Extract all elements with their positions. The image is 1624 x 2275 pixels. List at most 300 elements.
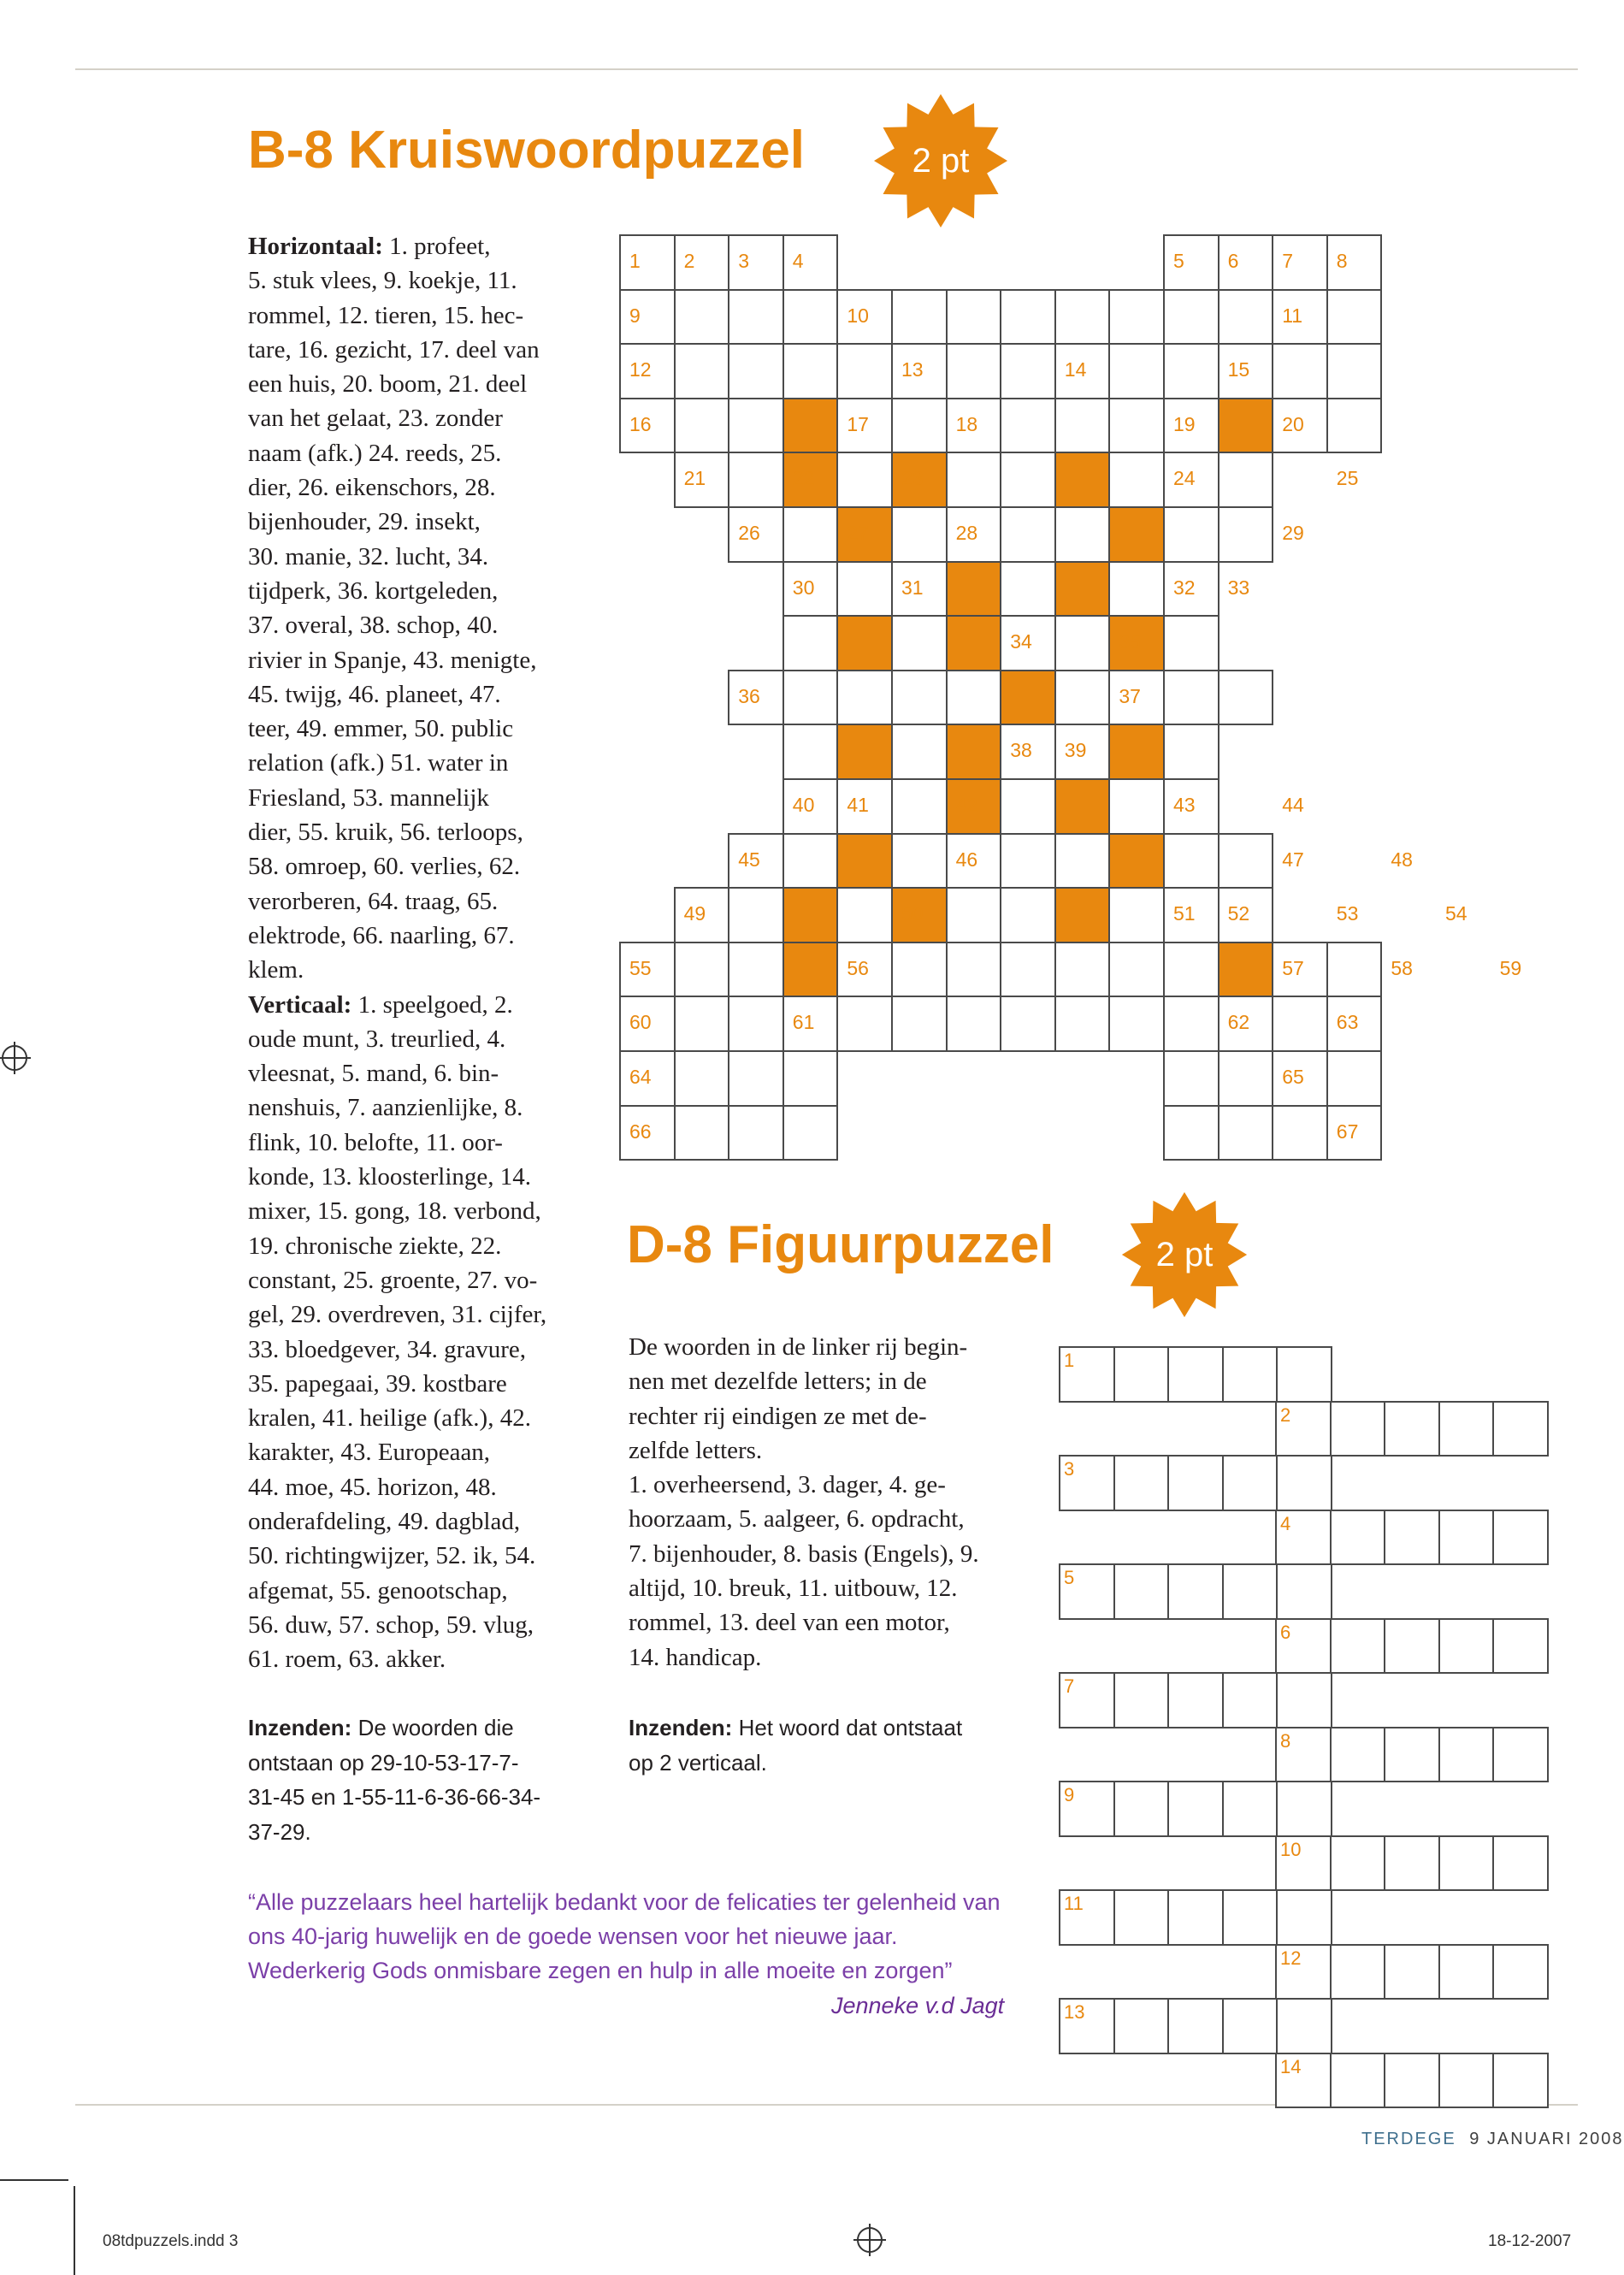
figure-cell[interactable] bbox=[1384, 1727, 1440, 1783]
crossword-black-cell bbox=[946, 561, 1002, 618]
crossword-cell[interactable] bbox=[1326, 343, 1383, 399]
crossword-cell[interactable] bbox=[1054, 670, 1111, 726]
text-line bbox=[248, 1642, 590, 1676]
crossword-cell[interactable] bbox=[782, 234, 839, 291]
crossword-cell[interactable] bbox=[1108, 452, 1165, 508]
text-line bbox=[629, 1468, 1022, 1502]
crossword-cell[interactable] bbox=[1000, 778, 1056, 835]
crossword-cell[interactable] bbox=[728, 1105, 784, 1161]
crossword-cell[interactable] bbox=[782, 670, 839, 726]
quote-signature: Jenneke v.d Jagt bbox=[831, 1993, 1005, 2018]
figure-cell[interactable] bbox=[1113, 1455, 1170, 1511]
crop-mark bbox=[0, 2179, 68, 2181]
line-text: tare, 16. gezicht, 17. deel van bbox=[248, 335, 540, 363]
figure-cell[interactable] bbox=[1059, 1889, 1115, 1946]
crossword-cell[interactable] bbox=[1272, 234, 1328, 291]
crossword-cell[interactable] bbox=[836, 452, 893, 508]
crossword-black-cell bbox=[1054, 887, 1111, 943]
line-text: 37-29. bbox=[248, 1818, 311, 1845]
text-line bbox=[248, 436, 590, 470]
line-text: hoorzaam, 5. aalgeer, 6. opdracht, bbox=[629, 1505, 965, 1533]
line-text: altijd, 10. breuk, 11. uitbouw, 12. bbox=[629, 1575, 958, 1603]
text-line bbox=[248, 1815, 590, 1850]
crossword-clue-number: 28 bbox=[955, 522, 978, 544]
crossword-cell[interactable] bbox=[1163, 833, 1219, 889]
crossword-clue-number: 41 bbox=[847, 794, 869, 816]
figure-cell[interactable] bbox=[1330, 1618, 1386, 1675]
figure-cell[interactable] bbox=[1384, 1618, 1440, 1675]
figure-cell[interactable] bbox=[1492, 1835, 1549, 1892]
text-line bbox=[248, 1780, 590, 1815]
figure-cell[interactable] bbox=[1113, 1781, 1170, 1837]
figure-cell[interactable] bbox=[1330, 1727, 1386, 1783]
crossword-cell[interactable] bbox=[782, 1050, 839, 1107]
crossword-cell[interactable] bbox=[782, 724, 839, 780]
crossword-clue-number: 52 bbox=[1227, 902, 1250, 925]
crossword-clue-number: 7 bbox=[1282, 250, 1293, 272]
figure-cell[interactable] bbox=[1275, 1944, 1332, 2000]
crossword-clue-number: 30 bbox=[792, 576, 815, 599]
figure-cell[interactable] bbox=[1384, 1401, 1440, 1457]
crossword-cell[interactable] bbox=[1218, 289, 1274, 346]
crossword-cell[interactable] bbox=[1218, 506, 1274, 563]
crossword-clue-number: 11 bbox=[1282, 304, 1303, 327]
crossword-clue-number: 38 bbox=[1010, 739, 1032, 762]
text-line bbox=[248, 1229, 590, 1263]
crossword-cell[interactable] bbox=[1163, 1050, 1219, 1107]
crossword-clue-number: 8 bbox=[1336, 250, 1348, 272]
figure-cell[interactable] bbox=[1059, 1781, 1115, 1837]
figure-cell[interactable] bbox=[1222, 1455, 1279, 1511]
figure-clue-number: 2 bbox=[1280, 1403, 1291, 1426]
crossword-cell[interactable] bbox=[1163, 996, 1219, 1052]
crossword-cell[interactable] bbox=[946, 887, 1002, 943]
crossword-cell[interactable] bbox=[1108, 289, 1165, 346]
figure-cell[interactable] bbox=[1276, 1889, 1332, 1946]
crossword-clue-number: 43 bbox=[1173, 794, 1196, 816]
crossword-cell[interactable] bbox=[1054, 833, 1111, 889]
line-text: 30. manie, 32. lucht, 34. bbox=[248, 542, 489, 570]
crossword-cell[interactable] bbox=[782, 615, 839, 671]
registration-mark-icon bbox=[2, 1045, 27, 1071]
crossword-cell[interactable] bbox=[728, 452, 784, 508]
crossword-cell[interactable] bbox=[946, 343, 1002, 399]
line-text: verorberen, 64. traag, 65. bbox=[248, 887, 499, 915]
text-line bbox=[248, 781, 590, 815]
crossword-clue-number: 4 bbox=[792, 250, 804, 272]
figure-cell[interactable] bbox=[1275, 1510, 1332, 1566]
figure-cell[interactable] bbox=[1059, 1672, 1115, 1728]
figure-cell[interactable] bbox=[1059, 1998, 1115, 2054]
crossword-clue-number: 48 bbox=[1391, 848, 1413, 871]
line-text: van het gelaat, 23. zonder bbox=[248, 405, 503, 433]
figure-cell[interactable] bbox=[1276, 1672, 1332, 1728]
figure-clues bbox=[629, 1330, 1022, 1675]
figure-cell[interactable] bbox=[1438, 1944, 1495, 2000]
line-text: 5. stuk vlees, 9. koekje, 11. bbox=[248, 267, 517, 295]
crossword-clue-number: 19 bbox=[1173, 412, 1196, 435]
line-text: constant, 25. groente, 27. vo- bbox=[248, 1266, 538, 1294]
figure-cell[interactable] bbox=[1438, 1510, 1495, 1566]
crossword-cell[interactable] bbox=[1163, 289, 1219, 346]
crossword-clue-number: 59 bbox=[1499, 956, 1522, 979]
line-text: 33. bloedgever, 34. gravure, bbox=[248, 1335, 526, 1363]
footer-print-date: 18-12-2007 bbox=[1488, 2232, 1572, 2250]
crossword-cell[interactable] bbox=[728, 996, 784, 1052]
figure-cell[interactable] bbox=[1438, 1727, 1495, 1783]
crossword-cell[interactable] bbox=[1163, 942, 1219, 998]
crossword-cell[interactable] bbox=[728, 1050, 784, 1107]
crossword-cell[interactable] bbox=[1000, 833, 1056, 889]
crossword-clue-number: 15 bbox=[1227, 358, 1250, 381]
crossword-cell[interactable] bbox=[946, 452, 1002, 508]
figure-cell[interactable] bbox=[1276, 1563, 1332, 1620]
crossword-cell[interactable] bbox=[1326, 398, 1383, 454]
crossword-clue-number: 40 bbox=[792, 794, 815, 816]
crossword-cell[interactable] bbox=[891, 398, 948, 454]
figure-cell[interactable] bbox=[1059, 1455, 1115, 1511]
line-text: 31-45 en 1-55-11-6-36-66-34- bbox=[248, 1784, 541, 1810]
line-text: dier, 26. eikenschors, 28. bbox=[248, 474, 496, 502]
text-line bbox=[629, 1746, 1022, 1781]
crossword-cell[interactable] bbox=[728, 343, 784, 399]
figure-points-badge bbox=[1120, 1191, 1249, 1319]
figure-cell[interactable] bbox=[1492, 1618, 1549, 1675]
crossword-cell[interactable] bbox=[1272, 996, 1328, 1052]
crossword-cell[interactable] bbox=[1108, 887, 1165, 943]
crossword-cell[interactable] bbox=[891, 670, 948, 726]
text-line bbox=[248, 1746, 590, 1781]
text-line bbox=[629, 1571, 1022, 1605]
crossword-black-cell bbox=[1000, 670, 1056, 726]
figure-cell[interactable] bbox=[1492, 1401, 1549, 1457]
crossword-black-cell bbox=[1054, 452, 1111, 508]
crossword-black-cell bbox=[946, 615, 1002, 671]
figure-cell[interactable] bbox=[1167, 1781, 1224, 1837]
figure-cell[interactable] bbox=[1113, 1563, 1170, 1620]
crossword-cell[interactable] bbox=[1163, 724, 1219, 780]
figure-clue-number: 1 bbox=[1064, 1350, 1075, 1371]
crossword-cell[interactable] bbox=[891, 289, 948, 346]
figure-cell[interactable] bbox=[1275, 1401, 1332, 1457]
figure-cell[interactable] bbox=[1222, 1889, 1279, 1946]
figure-cell[interactable] bbox=[1330, 2053, 1386, 2109]
crossword-cell[interactable] bbox=[1054, 996, 1111, 1052]
figure-cell[interactable] bbox=[1384, 1835, 1440, 1892]
crossword-clue-number: 2 bbox=[683, 250, 695, 272]
figure-cell[interactable] bbox=[1492, 2053, 1549, 2109]
figure-cell[interactable] bbox=[1384, 1944, 1440, 2000]
figure-cell[interactable] bbox=[1113, 1889, 1170, 1946]
text-line bbox=[248, 677, 590, 712]
crossword-clue-number: 37 bbox=[1119, 684, 1141, 707]
crossword-cell[interactable] bbox=[891, 724, 948, 780]
crossword-cell[interactable] bbox=[1163, 506, 1219, 563]
line-text: 56. duw, 57. schop, 59. vlug, bbox=[248, 1610, 534, 1639]
figure-cell[interactable] bbox=[1438, 1401, 1495, 1457]
figure-cell[interactable] bbox=[1167, 1998, 1224, 2054]
crossword-cell[interactable] bbox=[1000, 506, 1056, 563]
figure-cell[interactable] bbox=[1330, 1510, 1386, 1566]
crossword-clue-number: 55 bbox=[629, 956, 652, 979]
crossword-cell[interactable] bbox=[1054, 942, 1111, 998]
figure-cell[interactable] bbox=[1492, 1944, 1549, 2000]
crossword-cell[interactable] bbox=[946, 996, 1002, 1052]
crossword-cell[interactable] bbox=[836, 670, 893, 726]
figure-clue-number: 9 bbox=[1064, 1784, 1075, 1805]
crossword-clue-number: 27 bbox=[847, 522, 869, 544]
figure-cell[interactable] bbox=[1492, 1727, 1549, 1783]
crossword-cell[interactable] bbox=[619, 289, 676, 346]
crossword-cell[interactable] bbox=[1108, 778, 1165, 835]
crossword-cell[interactable] bbox=[1108, 343, 1165, 399]
crossword-cell[interactable] bbox=[891, 833, 948, 889]
crossword-cell[interactable] bbox=[728, 942, 784, 998]
crossword-cell[interactable] bbox=[1000, 561, 1056, 618]
crossword-cell[interactable] bbox=[946, 670, 1002, 726]
crossword-cell[interactable] bbox=[1108, 996, 1165, 1052]
crossword-cell[interactable] bbox=[1054, 506, 1111, 563]
figure-cell[interactable] bbox=[1113, 1998, 1170, 2054]
crossword-clue-number: 6 bbox=[1227, 250, 1239, 272]
figure-cell[interactable] bbox=[1438, 2053, 1495, 2109]
line-text: bijenhouder, 29. insekt, bbox=[248, 508, 481, 536]
crossword-cell[interactable] bbox=[836, 996, 893, 1052]
crossword-cell[interactable] bbox=[782, 343, 839, 399]
label: Horizontaal: bbox=[248, 233, 383, 260]
crossword-cell[interactable] bbox=[619, 234, 676, 291]
crossword-points-badge bbox=[872, 92, 1009, 229]
text-line bbox=[248, 1056, 590, 1090]
crossword-cell[interactable] bbox=[891, 615, 948, 671]
line-text: vleesnat, 5. mand, 6. bin- bbox=[248, 1060, 499, 1088]
crossword-cell[interactable] bbox=[1218, 452, 1274, 508]
crossword-cell[interactable] bbox=[674, 1105, 730, 1161]
figure-cell[interactable] bbox=[1167, 1672, 1224, 1728]
figure-cell[interactable] bbox=[1276, 1998, 1332, 2054]
text-line bbox=[248, 1953, 1060, 1988]
crossword-clue-number: 14 bbox=[1064, 358, 1087, 381]
crossword-cell[interactable] bbox=[728, 234, 784, 291]
line-text: 37. overal, 38. schop, 40. bbox=[248, 612, 499, 640]
crossword-cell[interactable] bbox=[674, 343, 730, 399]
figure-cell[interactable] bbox=[1275, 2053, 1332, 2109]
line-text: onderafdeling, 49. dagblad, bbox=[248, 1507, 521, 1535]
figure-cell[interactable] bbox=[1167, 1346, 1224, 1403]
crossword-cell[interactable] bbox=[1163, 670, 1219, 726]
figure-cell[interactable] bbox=[1275, 1835, 1332, 1892]
crossword-cell[interactable] bbox=[891, 942, 948, 998]
crossword-clue-number: 42 bbox=[955, 794, 978, 816]
crossword-cell[interactable] bbox=[1000, 452, 1056, 508]
figure-clue-number: 8 bbox=[1280, 1729, 1291, 1752]
crossword-clue-number: 57 bbox=[1282, 956, 1304, 979]
crossword-cell[interactable] bbox=[1326, 289, 1383, 346]
figure-cell[interactable] bbox=[1222, 1672, 1279, 1728]
crossword-cell[interactable] bbox=[728, 887, 784, 943]
crossword-cell[interactable] bbox=[836, 343, 893, 399]
crossword-cell[interactable] bbox=[836, 561, 893, 618]
line-text: ontstaan op 29-10-53-17-7- bbox=[248, 1749, 519, 1776]
figure-cell[interactable] bbox=[1222, 1563, 1279, 1620]
figure-cell[interactable] bbox=[1222, 1346, 1279, 1403]
figure-cell[interactable] bbox=[1222, 1998, 1279, 2054]
crossword-cell[interactable] bbox=[1163, 1105, 1219, 1161]
crossword-clue-number: 49 bbox=[683, 902, 706, 925]
crossword-cell[interactable] bbox=[674, 1050, 730, 1107]
crossword-black-cell bbox=[836, 615, 893, 671]
figure-clue-number: 11 bbox=[1064, 1893, 1084, 1914]
figure-clue-number: 12 bbox=[1280, 1947, 1302, 1969]
top-rule bbox=[75, 68, 1578, 70]
crossword-cell[interactable] bbox=[1000, 398, 1056, 454]
crossword-cell[interactable] bbox=[674, 234, 730, 291]
line-text: 19. chronische ziekte, 22. bbox=[248, 1232, 502, 1260]
line-text: 61. roem, 63. akker. bbox=[248, 1646, 446, 1674]
figure-cell[interactable] bbox=[1330, 1835, 1386, 1892]
crossword-cell[interactable] bbox=[1218, 670, 1274, 726]
crossword-cell[interactable] bbox=[1163, 343, 1219, 399]
crossword-cell[interactable] bbox=[1272, 343, 1328, 399]
figure-cell[interactable] bbox=[1438, 1618, 1495, 1675]
crossword-cell[interactable] bbox=[674, 996, 730, 1052]
figure-cell[interactable] bbox=[1275, 1618, 1332, 1675]
line-text: De woorden in de linker rij begin- bbox=[629, 1333, 968, 1361]
text-line bbox=[248, 1263, 590, 1297]
crossword-cell[interactable] bbox=[1218, 1050, 1274, 1107]
crossword-clue-number: 18 bbox=[955, 412, 978, 435]
figure-cell[interactable] bbox=[1330, 1944, 1386, 2000]
thank-you-quote bbox=[248, 1885, 1060, 1988]
figure-cell[interactable] bbox=[1330, 1401, 1386, 1457]
line-text: op 2 verticaal. bbox=[629, 1749, 767, 1776]
line-text: rivier in Spanje, 43. menigte, bbox=[248, 646, 537, 674]
label: Inzenden: bbox=[248, 1715, 352, 1740]
crossword-clue-number: 33 bbox=[1227, 576, 1250, 599]
figure-cell[interactable] bbox=[1276, 1346, 1332, 1403]
figure-cell[interactable] bbox=[1113, 1672, 1170, 1728]
crossword-cell[interactable] bbox=[1000, 289, 1056, 346]
crossword-cell[interactable] bbox=[1326, 234, 1383, 291]
crossword-cell[interactable] bbox=[946, 289, 1002, 346]
crossword-cell[interactable] bbox=[1326, 1050, 1383, 1107]
crossword-clue-number: 53 bbox=[1336, 902, 1359, 925]
figure-cell[interactable] bbox=[1384, 2053, 1440, 2109]
text-line bbox=[629, 1605, 1022, 1640]
line-text: Het woord dat ontstaat bbox=[732, 1715, 963, 1740]
figure-cell[interactable] bbox=[1059, 1563, 1115, 1620]
figure-cell[interactable] bbox=[1276, 1455, 1332, 1511]
crossword-clue-number: 10 bbox=[847, 304, 869, 327]
figure-cell[interactable] bbox=[1276, 1781, 1332, 1837]
line-text: tijdperk, 36. kortgeleden, bbox=[248, 576, 499, 605]
line-text: afgemat, 55. genootschap, bbox=[248, 1576, 508, 1604]
text-line bbox=[248, 333, 590, 367]
crossword-black-cell bbox=[1218, 942, 1274, 998]
figure-cell[interactable] bbox=[1492, 1510, 1549, 1566]
crossword-black-cell bbox=[782, 887, 839, 943]
crossword-cell[interactable] bbox=[891, 506, 948, 563]
crossword-clue-number: 46 bbox=[955, 848, 978, 871]
crossword-cell[interactable] bbox=[1218, 234, 1274, 291]
text-line bbox=[629, 1433, 1022, 1468]
crossword-clues bbox=[248, 229, 590, 1676]
crossword-cell[interactable] bbox=[674, 289, 730, 346]
crossword-cell[interactable] bbox=[1000, 343, 1056, 399]
figure-cell[interactable] bbox=[1059, 1346, 1115, 1403]
crossword-black-cell bbox=[782, 398, 839, 454]
crossword-cell[interactable] bbox=[1218, 1105, 1274, 1161]
crossword-cell[interactable] bbox=[782, 289, 839, 346]
text-line bbox=[629, 1502, 1022, 1536]
line-text: klem. bbox=[248, 956, 304, 984]
crossword-cell[interactable] bbox=[836, 887, 893, 943]
crossword-cell[interactable] bbox=[782, 1105, 839, 1161]
text-line bbox=[248, 298, 590, 333]
figure-clue-number: 6 bbox=[1280, 1621, 1291, 1643]
crossword-cell[interactable] bbox=[782, 506, 839, 563]
figure-clue-number: 14 bbox=[1280, 2055, 1302, 2077]
crossword-cell[interactable] bbox=[728, 398, 784, 454]
crossword-cell[interactable] bbox=[1108, 942, 1165, 998]
text-line bbox=[248, 1919, 1060, 1953]
text-line bbox=[248, 919, 590, 953]
line-text: Friesland, 53. mannelijk bbox=[248, 783, 489, 812]
line-text: Wederkerig Gods onmisbare zegen en hulp in alle moeite en zorgen” bbox=[248, 1958, 953, 1983]
crossword-cell[interactable] bbox=[1272, 1105, 1328, 1161]
line-text: rommel, 12. tieren, 15. hec- bbox=[248, 301, 524, 329]
line-text: ons 40-jarig huwelijk en de goede wensen voor het nieuwe jaar. bbox=[248, 1923, 898, 1949]
figure-cell[interactable] bbox=[1384, 1510, 1440, 1566]
crossword-cell[interactable] bbox=[782, 833, 839, 889]
crossword-cell[interactable] bbox=[1108, 398, 1165, 454]
crossword-cell[interactable] bbox=[1054, 398, 1111, 454]
text-line bbox=[248, 1367, 590, 1401]
figure-cell[interactable] bbox=[1275, 1727, 1332, 1783]
crop-mark bbox=[74, 2186, 75, 2275]
figure-cell[interactable] bbox=[1222, 1781, 1279, 1837]
crossword-cell[interactable] bbox=[1000, 942, 1056, 998]
figure-cell[interactable] bbox=[1438, 1835, 1495, 1892]
crossword-cell[interactable] bbox=[946, 942, 1002, 998]
crossword-cell[interactable] bbox=[1163, 234, 1219, 291]
figure-cell[interactable] bbox=[1167, 1563, 1224, 1620]
crossword-cell[interactable] bbox=[1000, 996, 1056, 1052]
crossword-clue-number: 35 bbox=[1119, 630, 1141, 653]
crossword-cell[interactable] bbox=[1108, 561, 1165, 618]
crossword-cell[interactable] bbox=[674, 942, 730, 998]
crossword-cell[interactable] bbox=[1054, 289, 1111, 346]
crossword-clue-number: 39 bbox=[1064, 739, 1087, 762]
line-text: mixer, 15. gong, 18. verbond, bbox=[248, 1197, 541, 1226]
crossword-cell[interactable] bbox=[1163, 615, 1219, 671]
line-text: 58. omroep, 60. verlies, 62. bbox=[248, 853, 521, 881]
line-text: De woorden die bbox=[351, 1715, 514, 1740]
figure-cell[interactable] bbox=[1167, 1889, 1224, 1946]
crossword-cell[interactable] bbox=[1326, 942, 1383, 998]
crossword-cell[interactable] bbox=[1218, 833, 1274, 889]
crossword-cell[interactable] bbox=[891, 778, 948, 835]
figure-clue-number: 10 bbox=[1280, 1838, 1302, 1860]
crossword-cell[interactable] bbox=[1054, 615, 1111, 671]
crossword-cell[interactable] bbox=[674, 398, 730, 454]
line-text: 35. papegaai, 39. kostbare bbox=[248, 1369, 507, 1398]
figure-cell[interactable] bbox=[1167, 1455, 1224, 1511]
figure-cell[interactable] bbox=[1113, 1346, 1170, 1403]
crossword-cell[interactable] bbox=[1000, 887, 1056, 943]
crossword-cell[interactable] bbox=[891, 996, 948, 1052]
crossword-cell[interactable] bbox=[728, 289, 784, 346]
